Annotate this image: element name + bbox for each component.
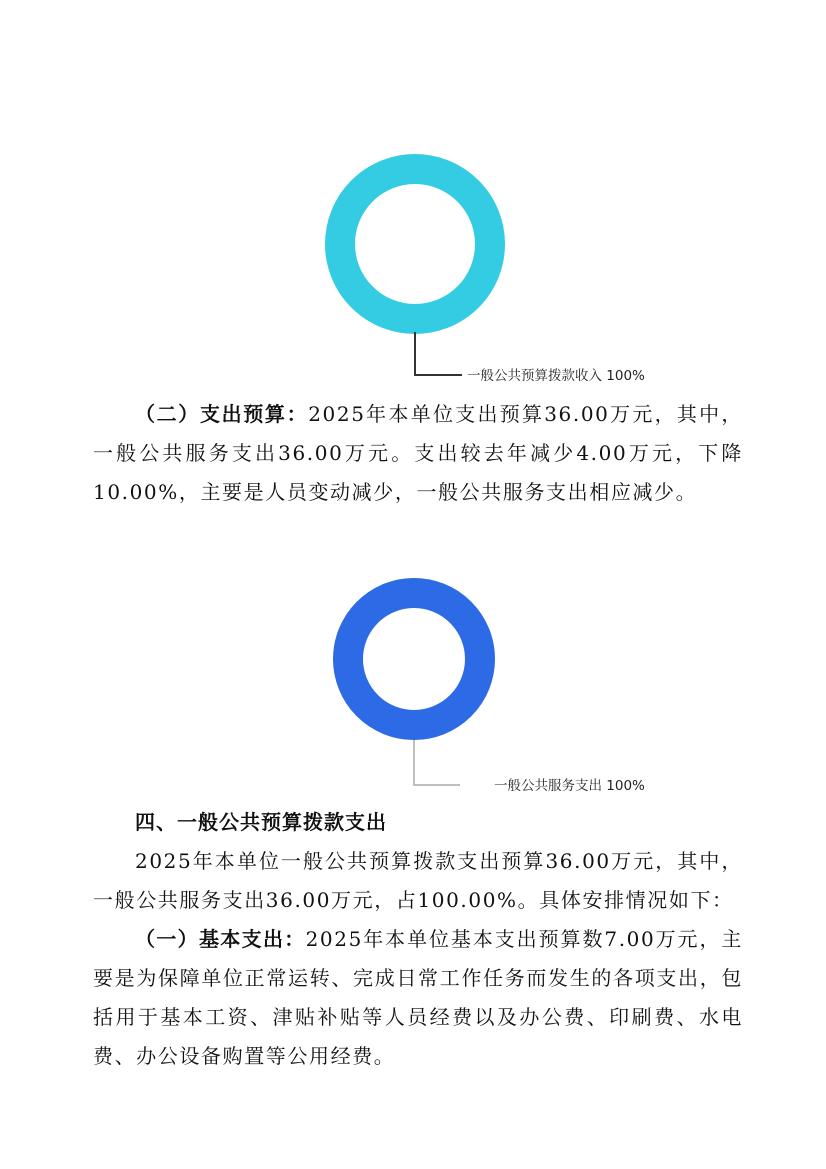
slice-label: 一般公共预算拨款收入 100% [467, 368, 645, 384]
basic-expenditure-paragraph [93, 920, 743, 1076]
section4-paragraph: 2025年本单位一般公共预算拨款支出预算36.00万元，其中，一般公共服务支出36.00万元，占100.00%。具体安排情况如下： [93, 849, 743, 912]
section4-heading [93, 803, 743, 842]
slice-label: 一般公共服务支出 100% [494, 778, 645, 794]
donut-slice [348, 593, 480, 725]
income-donut-chart [0, 150, 826, 390]
expenditure-budget-text: 2025年本单位支出预算36.00万元，其中，一般公共服务支出36.00万元。支出较去年减少4.00万元，下降10.00%，主要是人员变动减少，一般公共服务支出相应减少。 [93, 402, 743, 504]
leader-line [414, 740, 460, 785]
section4-heading-text: 四、一般公共预算拨款支出 [135, 810, 387, 834]
basic-expenditure-text: 2025年本单位基本支出预算数7.00万元，主要是为保障单位正常运转、完成日常工作任务而发生的各项支出，包括用于基本工资、津贴补贴等人员经费以及办公费、印刷费、水电费、办公设备购置等公用经费。 [93, 927, 744, 1068]
expenditure-budget-heading: （二）支出预算： [135, 402, 309, 426]
donut-slice [340, 169, 490, 319]
leader-line [415, 332, 462, 375]
expenditure-budget-paragraph [93, 395, 743, 512]
basic-expenditure-heading: （一）基本支出： [135, 927, 306, 951]
expenditure-donut-chart [0, 570, 826, 805]
